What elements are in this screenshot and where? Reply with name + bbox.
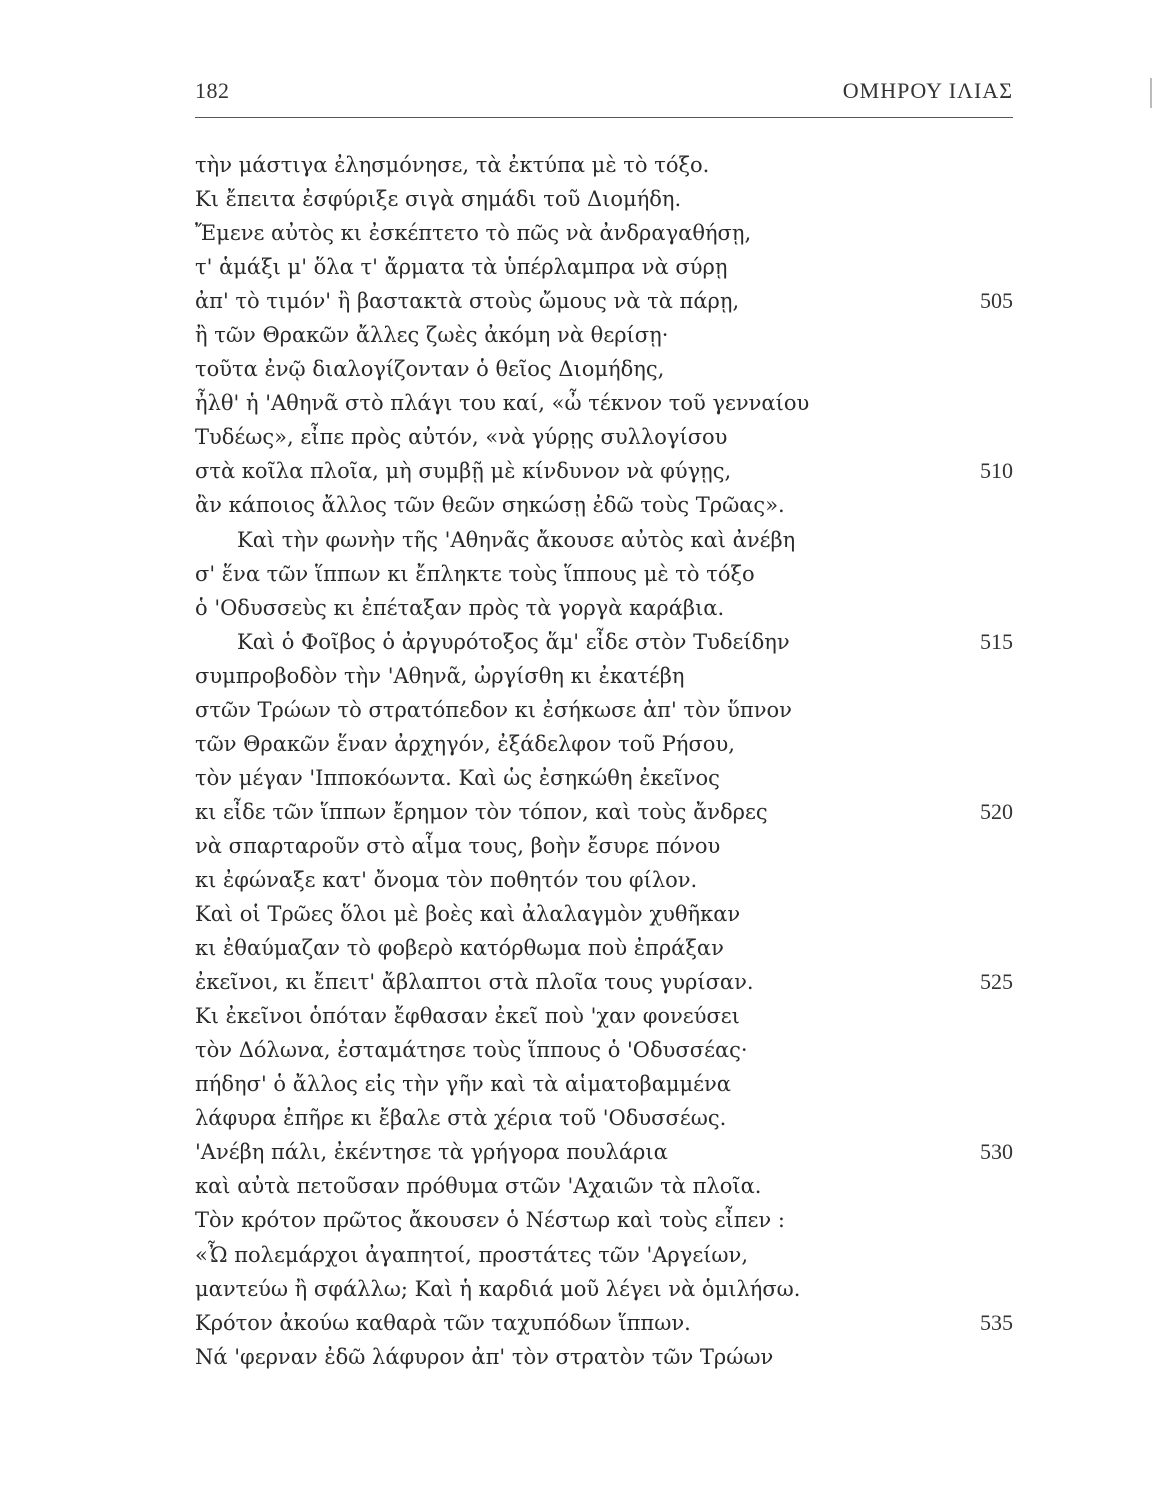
verse-text: Κρότον ἀκούω καθαρὰ τῶν ταχυπόδων ἵππων. [195, 1310, 691, 1335]
running-title: ΟΜΗΡΟΥ ΙΛΙΑΣ [842, 78, 1013, 103]
verse-text: Κι ἔπειτα ἐσφύριξε σιγὰ σημάδι τοῦ Διομήδη. [195, 187, 682, 212]
verse-line [195, 999, 1013, 1033]
line-number: 505 [980, 288, 1013, 314]
verse-line [195, 1135, 1013, 1169]
verse-text: συμπροβοδὸν τὴν 'Αθηνᾶ, ὠργίσθη κι ἐκατέβη [195, 663, 685, 688]
verse-text: στὰ κοῖλα πλοῖα, μὴ συμβῇ μὲ κίνδυνον νὰ φύγῃς, [195, 459, 732, 484]
verse-line [195, 1067, 1013, 1101]
verse-block [195, 148, 1013, 1374]
verse-line [195, 250, 1013, 284]
verse-text: τῶν Θρακῶν ἕναν ἀρχηγόν, ἐξάδελφον τοῦ Ρήσου, [195, 731, 735, 756]
verse-text: πήδησ' ὁ ἄλλος εἰς τὴν γῆν καὶ τὰ αἱματοβαμμένα [195, 1072, 731, 1097]
verse-line [195, 659, 1013, 693]
verse-line [195, 693, 1013, 727]
verse-text: ἢ τῶν Θρακῶν ἄλλες ζωὲς ἀκόμη νὰ θερίσῃ· [195, 323, 669, 348]
verse-text: Καὶ οἱ Τρῶες ὅλοι μὲ βοὲς καὶ ἀλαλαγμὸν χυθῆκαν [195, 902, 741, 927]
verse-line [195, 625, 1013, 659]
verse-line [195, 761, 1013, 795]
verse-line [195, 1203, 1013, 1237]
verse-line [195, 795, 1013, 829]
verse-line [195, 557, 1013, 591]
verse-text: Καὶ ὁ Φοῖβος ὁ ἀργυρότοξος ἅμ' εἶδε στὸν Τυδείδην [237, 629, 790, 654]
verse-text: ἐκεῖνοι, κι ἔπειτ' ἄβλαπτοι στὰ πλοῖα τους γυρίσαν. [195, 970, 754, 995]
verse-text: κι εἶδε τῶν ἵππων ἔρημον τὸν τόπον, καὶ τοὺς ἄνδρες [195, 799, 768, 824]
verse-line [195, 1238, 1013, 1272]
verse-text: ἦλθ' ἡ 'Αθηνᾶ στὸ πλάγι του καί, «ὦ τέκνον τοῦ γενναίου [195, 391, 810, 416]
line-number: 535 [980, 1309, 1013, 1335]
verse-text: Κι ἐκεῖνοι ὁπόταν ἔφθασαν ἐκεῖ ποὺ 'χαν φονεύσει [195, 1004, 740, 1029]
verse-text: τὴν μάστιγα ἐλησμόνησε, τὰ ἐκτύπα μὲ τὸ τόξο. [195, 153, 710, 177]
verse-line [195, 148, 1013, 182]
verse-line [195, 318, 1013, 352]
verse-line [195, 1340, 1013, 1374]
verse-text: ἂν κάποιος ἄλλος τῶν θεῶν σηκώσῃ ἐδῶ τοὺς Τρῶας». [195, 493, 785, 518]
verse-line [195, 420, 1013, 454]
verse-line [195, 1272, 1013, 1306]
verse-text: ἀπ' τὸ τιμόν' ἢ βαστακτὰ στοὺς ὤμους νὰ τὰ πάρῃ, [195, 289, 740, 314]
verse-line [195, 1169, 1013, 1203]
verse-line [195, 727, 1013, 761]
verse-line [195, 523, 1013, 557]
verse-text: κι ἐθαύμαζαν τὸ φοβερὸ κατόρθωμα ποὺ ἐπράξαν [195, 936, 724, 961]
verse-line [195, 488, 1013, 522]
verse-text: 'Ανέβη πάλι, ἐκέντησε τὰ γρήγορα πουλάρια [195, 1140, 668, 1165]
verse-text: μαντεύω ἢ σφάλλω; Καὶ ἡ καρδιά μοῦ λέγει νὰ ὁμιλήσω. [195, 1276, 801, 1301]
verse-line [195, 965, 1013, 999]
verse-line [195, 1306, 1013, 1340]
verse-line [195, 182, 1013, 216]
verse-line [195, 897, 1013, 931]
line-number: 515 [980, 628, 1013, 654]
verse-line [195, 1033, 1013, 1067]
verse-line [195, 352, 1013, 386]
verse-line [195, 454, 1013, 488]
line-number: 510 [980, 458, 1013, 484]
verse-text: καὶ αὐτὰ πετοῦσαν πρόθυμα στῶν 'Αχαιῶν τὰ πλοῖα. [195, 1174, 762, 1199]
verse-text: τὸν μέγαν 'Ιπποκόωντα. Καὶ ὡς ἐσηκώθη ἐκεῖνος [195, 765, 720, 790]
verse-text: Ἔμενε αὐτὸς κι ἐσκέπτετο τὸ πῶς νὰ ἀνδραγαθήσῃ, [195, 221, 752, 246]
verse-text: κι ἐφώναξε κατ' ὄνομα τὸν ποθητόν του φίλον. [195, 867, 698, 892]
verse-text: «Ὦ πολεμάρχοι ἀγαπητοί, προστάτες τῶν 'Αργείων, [195, 1242, 748, 1267]
verse-line [195, 931, 1013, 965]
verse-line [195, 284, 1013, 318]
verse-text: Καὶ τὴν φωνὴν τῆς 'Αθηνᾶς ἄκουσε αὐτὸς καὶ ἀνέβη [237, 527, 796, 552]
verse-text: λάφυρα ἐπῆρε κι ἔβαλε στὰ χέρια τοῦ 'Οδυσσέως. [195, 1106, 727, 1131]
verse-text: νὰ σπαρταροῦν στὸ αἷμα τους, βοὴν ἔσυρε πόνου [195, 833, 721, 858]
verse-line [195, 591, 1013, 625]
verse-line [195, 216, 1013, 250]
verse-text: Τὸν κρότον πρῶτος ἄκουσεν ὁ Νέστωρ καὶ τοὺς εἶπεν : [195, 1208, 785, 1233]
verse-text: τὸν Δόλωνα, ἐσταμάτησε τοὺς ἵππους ὁ 'Οδυσσέας· [195, 1038, 748, 1063]
line-number: 520 [980, 798, 1013, 824]
line-number: 525 [980, 969, 1013, 995]
verse-line [195, 386, 1013, 420]
verse-line [195, 829, 1013, 863]
page-edge-mark [1150, 78, 1152, 108]
header-rule [195, 117, 1013, 118]
verse-text: σ' ἕνα τῶν ἵππων κι ἔπληκτε τοὺς ἵππους μὲ τὸ τόξο [195, 561, 755, 586]
page-number: 182 [195, 78, 230, 103]
verse-line [195, 863, 1013, 897]
line-number: 530 [980, 1139, 1013, 1165]
page-header [195, 78, 1013, 114]
verse-line [195, 1101, 1013, 1135]
verse-text: τοῦτα ἐνῷ διαλογίζονταν ὁ θεῖος Διομήδης, [195, 357, 665, 382]
verse-text: στῶν Τρώων τὸ στρατόπεδον κι ἐσήκωσε ἀπ' τὸν ὕπνον [195, 697, 792, 722]
verse-text: ὁ 'Οδυσσεὺς κι ἐπέταξαν πρὸς τὰ γοργὰ καράβια. [195, 595, 725, 620]
verse-text: τ' ἁμάξι μ' ὅλα τ' ἄρματα τὰ ὑπέρλαμπρα νὰ σύρῃ [195, 255, 728, 280]
verse-text: Νά 'φερναν ἐδῶ λάφυρον ἀπ' τὸν στρατὸν τῶν Τρώων [195, 1344, 774, 1369]
verse-text: Τυδέως», εἶπε πρὸς αὐτόν, «νὰ γύρῃς συλλογίσου [195, 425, 728, 450]
